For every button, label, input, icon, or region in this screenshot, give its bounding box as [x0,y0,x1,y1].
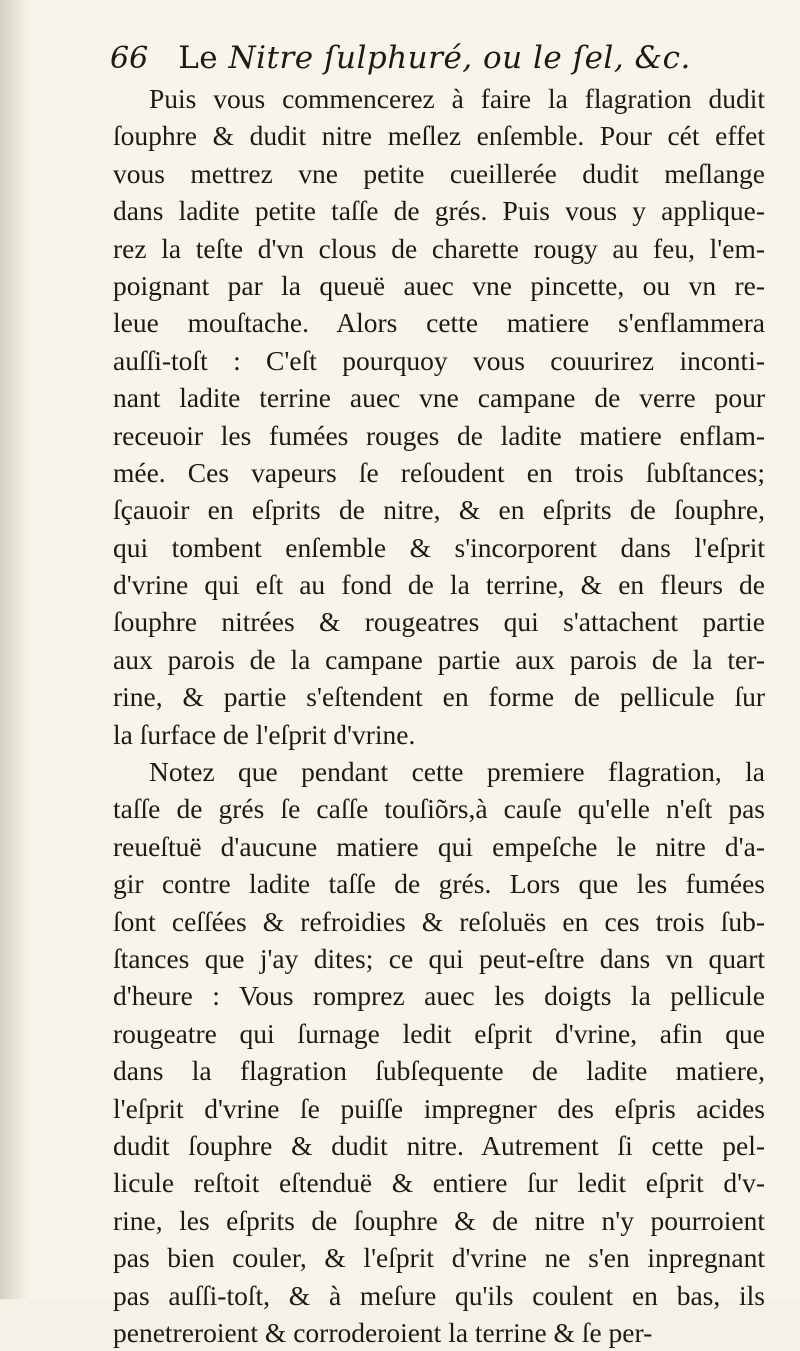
text-line: leue mouſtache. Alors cette matiere s'enflammera [113,307,765,339]
text-line: ſouphre & dudit nitre meſlez enſemble. Pour cét effet [113,120,765,152]
text-line: receuoir les fumées rouges de ladite matiere enflam- [113,419,765,451]
page-number: 66 [110,41,149,76]
text-line: l'eſprit d'vrine ſe puiſſe impregner des eſpris acides [113,1092,765,1124]
text-line: gir contre ladite taſſe de grés. Lors que les fumées [113,868,765,900]
text-line: penetreroient & corroderoient la terrine & ſe per- [113,1316,653,1348]
text-line: ſouphre nitrées & rougeatres qui s'attachent partie [113,606,765,638]
text-line: rine, & partie s'eſtendent en forme de pellicule ſur [113,681,765,713]
text-line: d'vrine qui eſt au fond de la terrine, & en fleurs de [113,569,765,601]
text-line: dans la flagration ſubſequente de ladite matiere, [113,1055,765,1087]
text-line: mée. Ces vapeurs ſe reſoudent en trois ſubſtances; [113,456,765,488]
running-title-le: Le [178,40,229,76]
text-line: taſſe de grés ſe caſſe touſiõrs,à cauſe qu'elle n'eſt pas [113,793,765,825]
text-line: nant ladite terrine auec vne campane de verre pour [113,382,765,414]
running-title-italic: Nitre ſulphuré, ou le ſel, &c. [228,40,691,76]
text-line: rez la teſte d'vn clous de charette rougy au feu, l'em- [113,232,765,264]
text-line: Puis vous commencerez à faire la flagration dudit [149,83,765,114]
text-line: d'heure : Vous romprez auec les doigts la pellicule [113,980,765,1012]
text-line: pas auſſi-toſt, & à meſure qu'ils coulent en bas, ils [113,1279,765,1311]
text-line: dans ladite petite taſſe de grés. Puis vous y applique- [113,195,765,227]
text-line: rougeatre qui ſurnage ledit eſprit d'vrine, afin que [113,1017,765,1049]
text-line: qui tombent enſemble & s'incorporent dans l'eſprit [113,531,765,563]
text-line: ſtances que j'ay dites; ce qui peut-eſtre dans vn quart [113,942,765,974]
text-line: dudit ſouphre & dudit nitre. Autrement ſi cette pel- [113,1129,765,1161]
text-line: Notez que pendant cette premiere flagration, la [149,756,765,788]
running-title [178,40,691,76]
body-text [113,80,765,1351]
text-line: ſçauoir en eſprits de nitre, & en eſprits de ſouphre, [113,494,765,526]
text-line: vous mettrez vne petite cueillerée dudit meſlange [113,157,765,189]
text-line: licule reſtoit eſtenduë & entiere ſur ledit eſprit d'v- [113,1167,765,1199]
text-line: pas bien couler, & l'eſprit d'vrine ne s'en inpregnant [113,1242,765,1274]
page-gutter-shadow [0,0,30,1299]
text-line: rine, les eſprits de ſouphre & de nitre n'y pourroient [113,1204,765,1236]
text-line: aux parois de la campane partie aux parois de la ter- [113,643,765,675]
text-line: ſont ceſſées & refroidies & reſoluës en ces trois ſub- [113,905,765,937]
text-line: auſſi-toſt : C'eſt pourquoy vous couurirez inconti- [113,344,765,376]
text-line: reueſtuë d'aucune matiere qui empeſche le nitre d'a- [113,830,765,862]
text-line: poignant par la queuë auec vne pincette, ou vn re- [113,269,765,301]
text-line: la ſurface de l'eſprit d'vrine. [113,718,416,750]
